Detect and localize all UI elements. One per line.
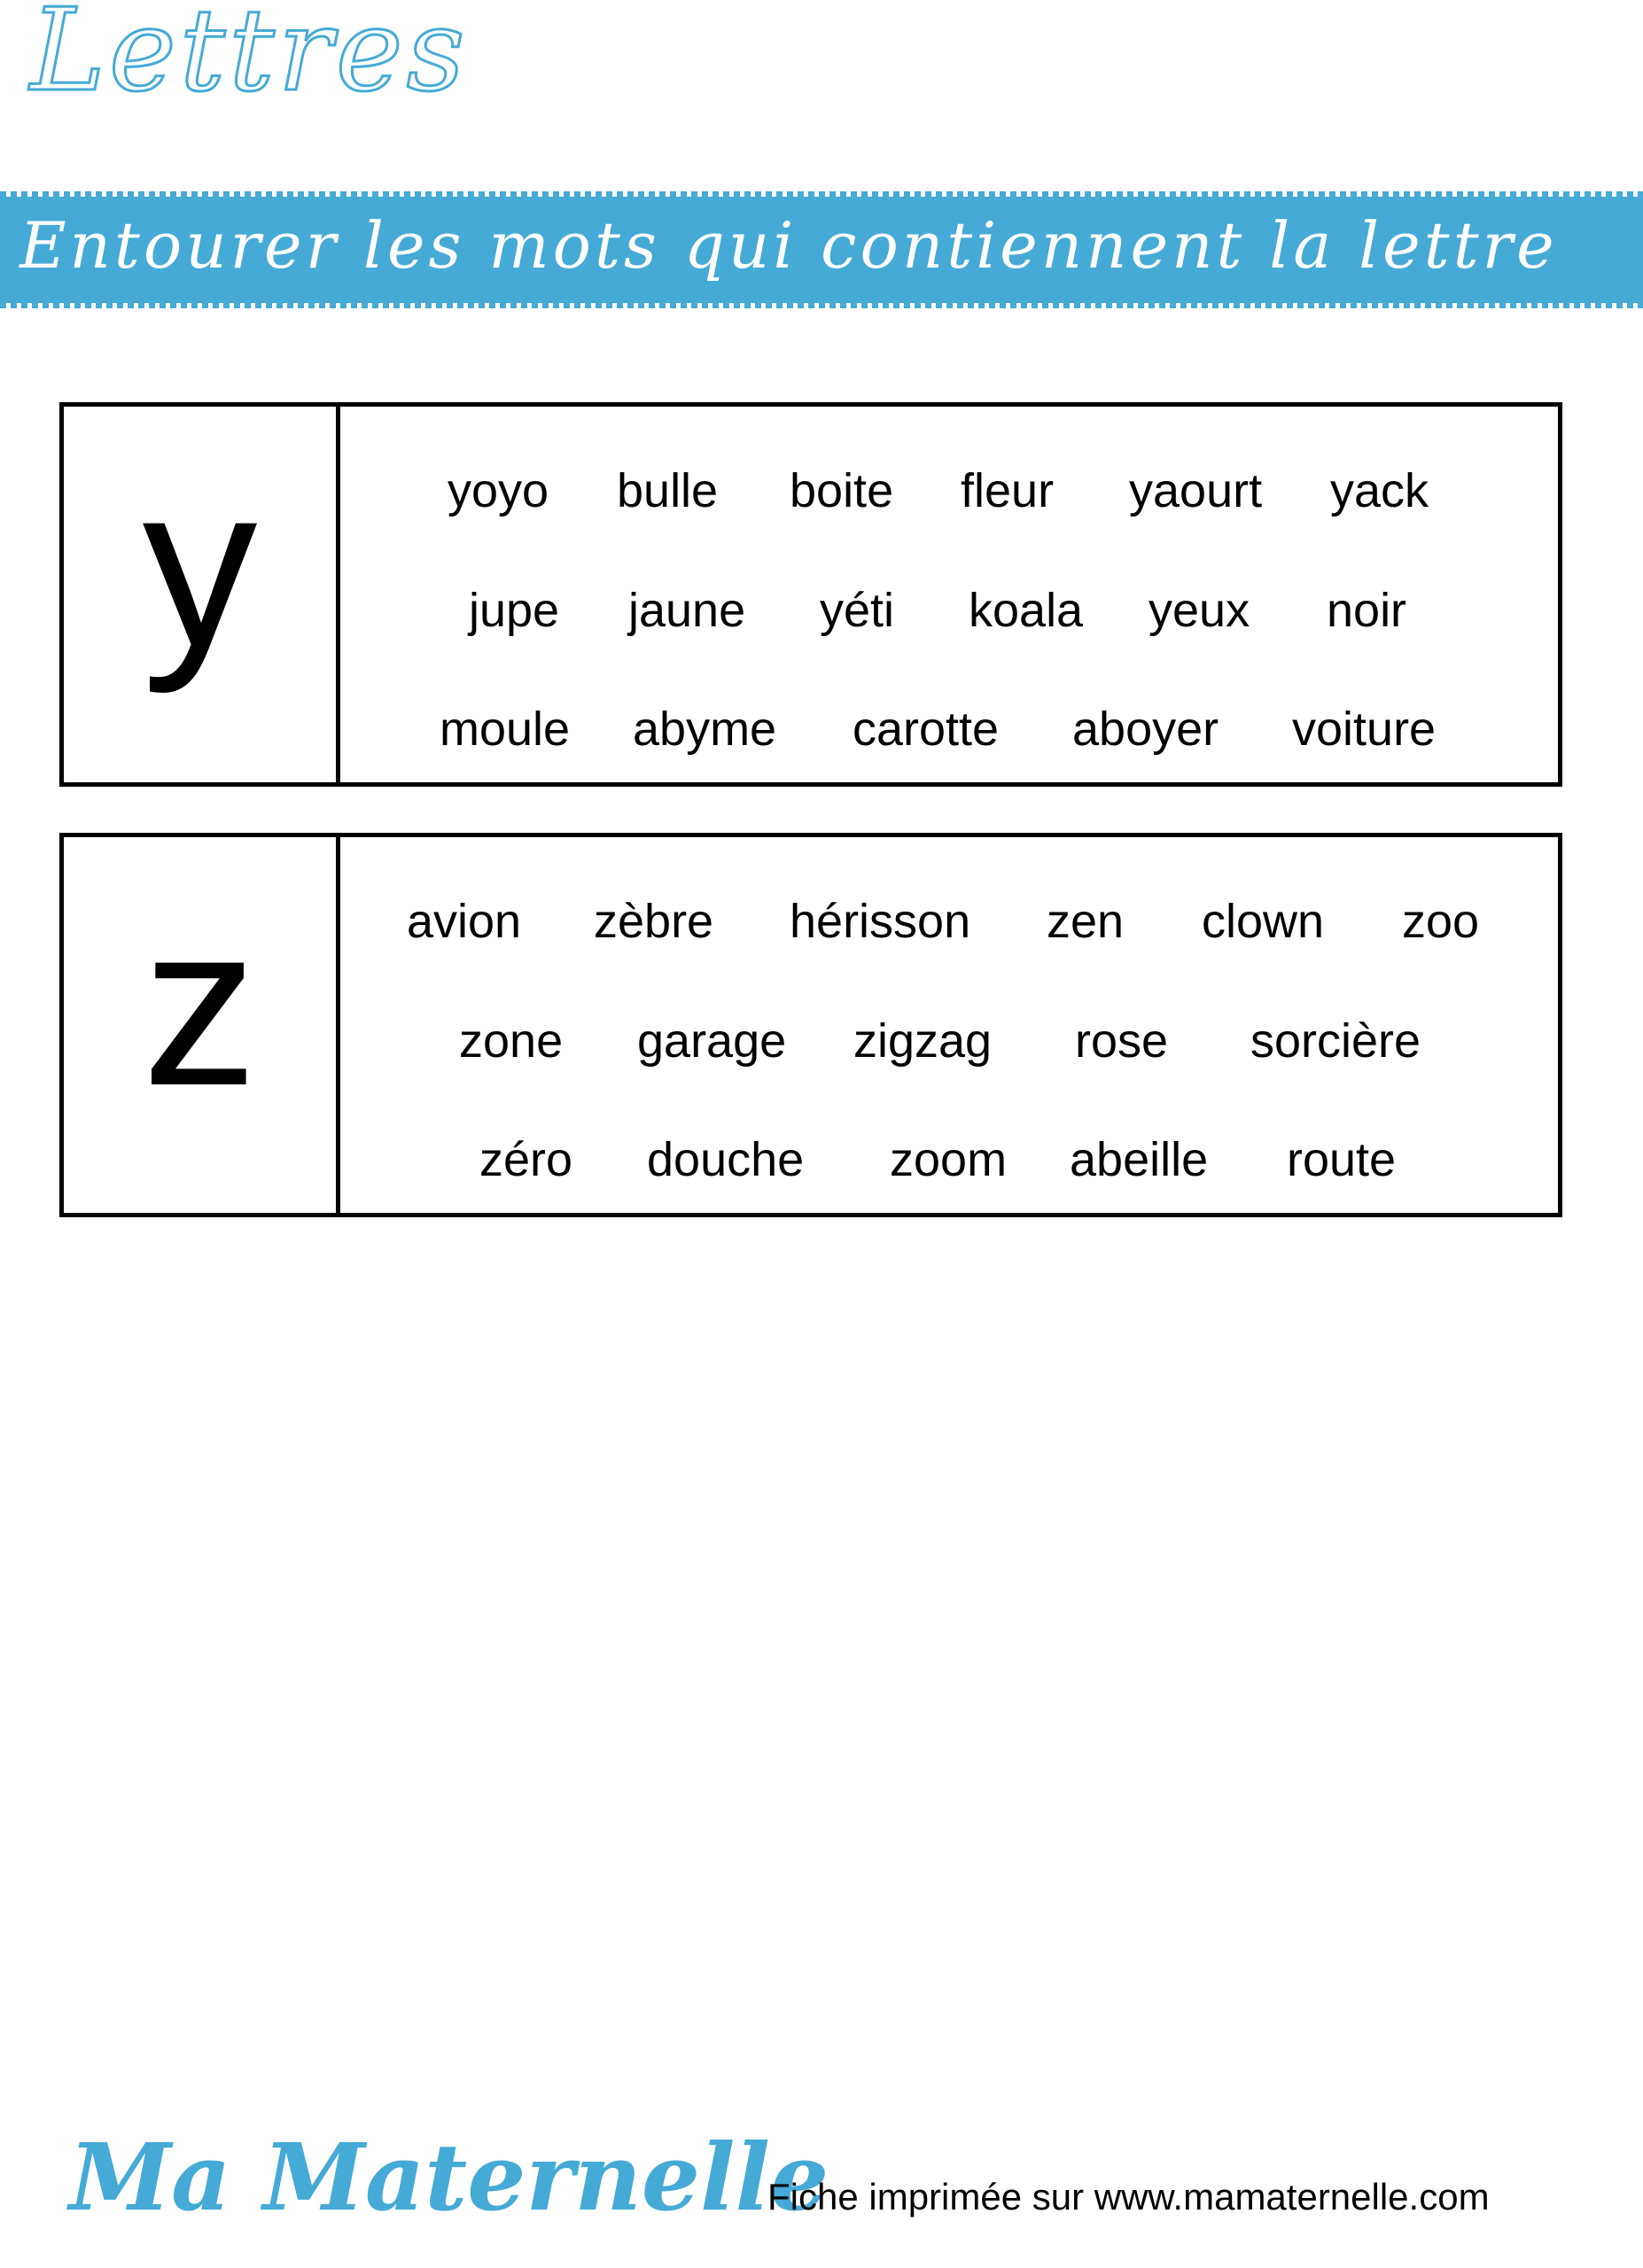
- word-item[interactable]: sorcière: [1250, 1014, 1421, 1068]
- word-item[interactable]: rose: [1075, 1014, 1169, 1068]
- word-item[interactable]: avion: [407, 895, 522, 948]
- word-item[interactable]: zigzag: [853, 1014, 993, 1068]
- word-item[interactable]: jaune: [628, 584, 746, 637]
- footer-source-text: Fiche imprimée sur www.mamaternelle.com: [767, 2176, 1490, 2218]
- word-item[interactable]: noir: [1327, 584, 1407, 637]
- word-item[interactable]: clown: [1202, 895, 1325, 948]
- word-item[interactable]: koala: [969, 584, 1084, 637]
- word-item[interactable]: zone: [459, 1014, 564, 1068]
- page-title: Lettres: [30, 0, 469, 117]
- target-letter: y: [142, 438, 258, 695]
- word-item[interactable]: jupe: [469, 584, 560, 637]
- target-letter: z: [142, 877, 258, 1134]
- word-item[interactable]: garage: [637, 1014, 787, 1068]
- exercise-box-z: [59, 833, 1562, 1217]
- word-item[interactable]: moule: [440, 703, 571, 756]
- word-item[interactable]: boite: [790, 464, 894, 517]
- word-item[interactable]: voiture: [1292, 703, 1437, 756]
- word-item[interactable]: zéro: [479, 1133, 573, 1186]
- letter-cell: [64, 837, 340, 1213]
- words-cell: [340, 407, 1558, 782]
- word-item[interactable]: zèbre: [594, 895, 714, 948]
- word-item[interactable]: zen: [1047, 895, 1125, 948]
- word-item[interactable]: abeille: [1070, 1133, 1209, 1186]
- instruction-text: Entourer les mots qui contiennent la lettre: [19, 208, 1558, 283]
- brand-logo: Ma Maternelle: [69, 2123, 829, 2232]
- exercise-box-y: [59, 402, 1562, 787]
- word-item[interactable]: douche: [647, 1133, 805, 1186]
- word-item[interactable]: route: [1287, 1133, 1397, 1186]
- word-item[interactable]: zoom: [890, 1133, 1008, 1186]
- words-cell: [340, 837, 1558, 1213]
- word-item[interactable]: bulle: [617, 464, 719, 517]
- word-item[interactable]: abyme: [633, 703, 777, 756]
- instruction-banner: [0, 197, 1643, 303]
- word-item[interactable]: fleur: [961, 464, 1055, 517]
- word-item[interactable]: zoo: [1402, 895, 1480, 948]
- word-item[interactable]: hérisson: [790, 895, 971, 948]
- word-item[interactable]: yéti: [820, 584, 895, 637]
- word-item[interactable]: yeux: [1149, 584, 1250, 637]
- word-item[interactable]: yack: [1330, 464, 1429, 517]
- word-item[interactable]: yoyo: [448, 464, 549, 517]
- word-item[interactable]: carotte: [853, 703, 1000, 756]
- word-item[interactable]: aboyer: [1072, 703, 1219, 756]
- word-item[interactable]: yaourt: [1129, 464, 1263, 517]
- letter-cell: [64, 407, 340, 782]
